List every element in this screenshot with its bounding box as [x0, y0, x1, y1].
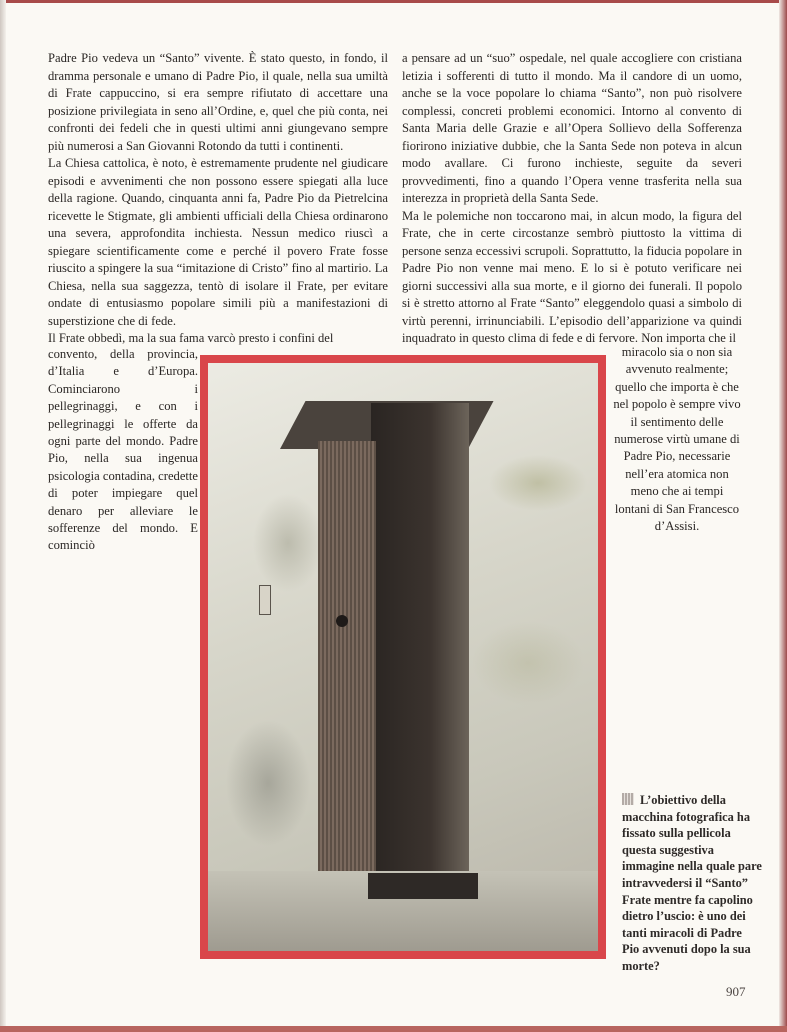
right-paragraph-1: a pensare ad un “suo” ospedale, nel quale accogliere con cristiana letizia i sofferenti di tutto il mondo. Ma il candore di un uomo, anche se la voce popolare lo chiama “Santo”, non può risolvere complessi, concreti problemi economici. Intorno al convento di Santa Maria delle Grazie e all’Opera Sollievo della Sofferenza fiorirono iniziative dubbie, che la Santa Sede non poteva in alcun modo avallare. Ci furono inchieste, seguite da severi provvedimenti, fino a quando l’Opera venne trasferita nella sua interezza in proprietà della Santa Sede.: [402, 51, 742, 205]
door-panel: [318, 441, 376, 891]
left-paragraph-3: Il Frate obbedì, ma la sua fama varcò presto i confini del: [48, 331, 334, 345]
caption-text: L’obiettivo della macchina fotografica ha fissato sulla pellicola questa suggestiva immagine nella quale pare intravvedersi il “Santo” Frate mentre fa capolino dietro l’uscio: è uno dei tanti miracoli di Padre Pio avvenuti dopo la sua morte?: [622, 793, 762, 973]
right-text-column: [402, 50, 742, 348]
right-wrap-paragraph: miracolo sia o non sia avvenuto realmente; quello che importa è che nel popolo è sempre vivo il sentimento delle numerose virtù umane di Padre Pio, necessarie nell’era atomica non meno che ai tempi lontani di San Francesco d’Assisi.: [613, 345, 741, 534]
left-paragraph-1: Padre Pio vedeva un “Santo” vivente. È stato questo, in fondo, il dramma personale e umano di Padre Pio, il quale, nella sua umiltà di Frate cappuccino, si era sempre rifiutato di accettare una posizione privilegiata in seno all’Ordine, e, quel che più conta, nei confronti dei fedeli che in questi ultimi anni giungevano sempre più numerosi a San Giovanni Rotondo da tutti i continenti.: [48, 51, 388, 153]
page-edge-top: [0, 0, 787, 3]
photo-caption: [622, 792, 762, 975]
page-edge-right: [779, 0, 787, 1032]
left-wrap-paragraph: convento, della provincia, d’Italia e d’Europa. Cominciarono i pellegrinaggi, e con i pellegrinaggi le offerte da ogni parte del mondo. Padre Pio, nella sua ingenua psicologia contadina, credette di poter impiegare quel denaro per alleviare le sofferenze del mondo. E cominciò: [48, 347, 199, 553]
right-wrap-text: [612, 344, 742, 535]
doorway-photo: [208, 363, 598, 951]
threshold-shadow: [368, 873, 478, 899]
page-number: 907: [726, 984, 746, 999]
left-paragraph-2: La Chiesa cattolica, è noto, è estremamente prudente nel giudicare episodi e avvenimenti che non possono essere spiegati alla luce della ragione. Quando, cinquanta anni fa, Padre Pio da Pietrelcina ricevette le Stigmate, gli ambienti ufficiali della Chiesa ordinarono una severa, approfondita inchiesta. Nessun medico riuscì a spiegare scientificamente come e perché il povero Frate fosse riuscito a spingere la sua “imitazione di Cristo” fino al martirio. La Chiesa, nella sua saggezza, tentò di isolare il Frate, per evitare ondate di entusiasmo popolare simili più a manifestazioni di superstizione che di fede.: [48, 156, 388, 328]
left-wrap-text: [48, 346, 198, 555]
left-text-column: [48, 50, 388, 348]
page-edge-bottom: [0, 1026, 787, 1032]
door-opening: [371, 403, 469, 881]
caption-marker-icon: [622, 793, 634, 805]
door-knob: [336, 615, 348, 627]
doorbell: [259, 585, 271, 615]
page-gutter: [0, 0, 6, 1032]
photo-frame: [200, 355, 606, 959]
right-paragraph-2: Ma le polemiche non toccarono mai, in alcun modo, la figura del Frate, che in certe circostanze sembrò piuttosto la vittima di persone senza eccessivi scrupoli. Soprattutto, la fiducia popolare in Padre Pio non venne mai meno. E lo si è potuto verificare nei giorni successivi alla sua morte, e il giorno dei funerali. Il popolo si è stretto attorno al Frate “Santo” eleggendolo quasi a simbolo di virtù perenni, irrinunciabili. L’episodio dell’apparizione va quindi inquadrato in questo clima di fede e di fervore. Non importa che il: [402, 208, 742, 345]
